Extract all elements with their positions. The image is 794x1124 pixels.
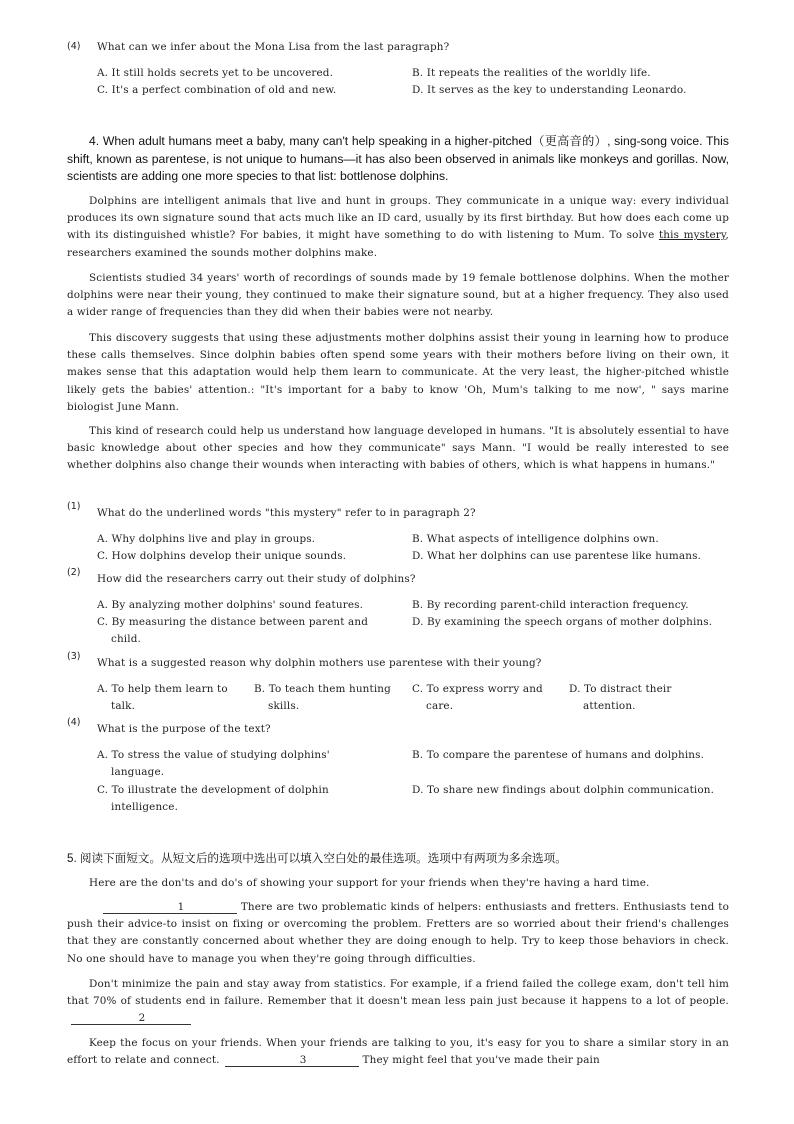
- option-text: A. To stress the value of studying dolphins': [97, 749, 330, 761]
- question-number: (4): [67, 717, 81, 728]
- question-stem: What can we infer about the Mona Lisa from the last paragraph?: [97, 41, 450, 53]
- option-d[interactable]: [569, 681, 672, 715]
- option-text-continued: care.: [426, 700, 454, 712]
- option-text: C. By measuring the distance between parent and: [97, 616, 368, 628]
- option-text: B. To teach them hunting: [254, 683, 391, 695]
- question-stem: What do the underlined words "this mystery" refer to in paragraph 2?: [97, 507, 476, 519]
- option-c[interactable]: [97, 614, 368, 648]
- option-text-continued: intelligence.: [111, 801, 179, 813]
- paragraph-text: Keep the focus on your friends. When your friends are talking to you, it's easy for you to share a similar story in an effort to relate and connect.: [67, 1037, 729, 1067]
- passage-4-paragraph-1: [67, 193, 729, 262]
- answer-blank-3[interactable]: 3: [225, 1054, 359, 1067]
- underlined-phrase: this mystery: [658, 229, 726, 242]
- passage-5-heading: 5. 阅读下面短文。从短文后的选项中选出可以填入空白处的最佳选项。选项中有两项为多余选项。: [67, 852, 567, 865]
- option-d[interactable]: D. What her dolphins can use parentese like humans.: [412, 550, 701, 562]
- passage-4-paragraph-4: This kind of research could help us understand how language developed in humans. "It is absolutely essential to have basic knowledge about other species and how they communicate" says Mann. "I would be really interested to see whether dolphins also change their wounds when interacting with babies of others, which is what happens in humans.": [67, 425, 729, 472]
- paragraph-text: There are two problematic kinds of helpers: enthusiasts and fretters. Enthusiasts tend to push their advice-to insist on fixing or overcoming the problem. Fretters are so worried about their friend's challenges that they are constantly concerned about whether they are doing enough to help. Try to keep those behaviors in check. No one should have to manage you when they're going through difficulties.: [67, 901, 729, 965]
- option-d[interactable]: D. By examining the speech organs of mother dolphins.: [412, 616, 713, 628]
- passage-5-paragraph-3: [67, 976, 729, 1028]
- option-b[interactable]: B. It repeats the realities of the worldly life.: [412, 67, 651, 79]
- passage-4-paragraph-2: Scientists studied 34 years' worth of recordings of sounds made by 19 female bottlenose dolphins. When the mother dolphins were near their young, they continued to make their signature sound, but at a higher frequency. They also used a wider range of frequencies than they did when their babies were not nearby.: [67, 272, 729, 319]
- question-number: (2): [67, 567, 81, 578]
- option-a[interactable]: A. Why dolphins live and play in groups.: [97, 533, 316, 545]
- option-c[interactable]: C. It's a perfect combination of old and new.: [97, 84, 337, 96]
- answer-blank-2[interactable]: 2: [71, 1012, 191, 1025]
- question-number: (1): [67, 501, 81, 512]
- paragraph-text: , researchers examined the sounds mother dolphins make.: [67, 229, 729, 259]
- passage-4-paragraph-3: This discovery suggests that using these adjustments mother dolphins assist their young in learning how to produce these calls themselves. Since dolphin babies often spend some years with their mothers before living on their own, it makes sense that this adaptation would help them learn to communicate. At the very least, the higher-pitched whistle likely gets the babies' attention.: "It's important for a baby to know 'Oh, Mum's talking to me now', " says marine biologist June Mann.: [67, 332, 729, 413]
- option-text: D. To distract their: [569, 683, 672, 695]
- option-text: C. To illustrate the development of dolphin: [97, 784, 329, 796]
- paragraph-text: They might feel that you've made their pain: [359, 1054, 600, 1067]
- option-text: C. To express worry and: [412, 683, 543, 695]
- passage-5-paragraph-4: [67, 1035, 729, 1069]
- passage-5-paragraph-1: Here are the don'ts and do's of showing your support for your friends when they're having a hard time.: [89, 877, 650, 889]
- option-text-continued: attention.: [583, 700, 636, 712]
- option-a[interactable]: [97, 681, 228, 715]
- option-b[interactable]: B. By recording parent-child interaction frequency.: [412, 599, 689, 611]
- option-c[interactable]: [97, 782, 329, 816]
- option-d[interactable]: D. To share new findings about dolphin communication.: [412, 784, 715, 796]
- option-b[interactable]: B. To compare the parentese of humans and dolphins.: [412, 749, 705, 761]
- option-a[interactable]: [97, 747, 330, 781]
- option-b[interactable]: [254, 681, 391, 715]
- question-stem: What is the purpose of the text?: [97, 723, 271, 735]
- option-d[interactable]: D. It serves as the key to understanding Leonardo.: [412, 84, 687, 96]
- option-c[interactable]: C. How dolphins develop their unique sounds.: [97, 550, 347, 562]
- answer-blank-1[interactable]: 1: [103, 901, 237, 914]
- passage-4-intro: 4. When adult humans meet a baby, many can't help speaking in a higher-pitched（更高音的）, sing-song voice. This shift, known as parentese, is not unique to humans—it has also been observed in animals like monkeys and gorillas. Now, scientists are adding one more species to that list: bottlenose dolphins.: [67, 134, 729, 183]
- option-a[interactable]: A. It still holds secrets yet to be uncovered.: [97, 67, 334, 79]
- paragraph-text: Don't minimize the pain and stay away from statistics. For example, if a friend failed the college exam, don't tell him that 70% of students end in failure. Remember that it doesn't mean less pain just because it happens to a lot of people.: [67, 978, 729, 1008]
- option-text-continued: skills.: [268, 700, 300, 712]
- question-number: (3): [67, 651, 81, 662]
- paragraph-text: Dolphins are intelligent animals that live and hunt in groups. They communicate in a unique way: every individual produces its own signature sound that acts much like an ID card, usually by its first birthday. But how does each come up with its distinguished whistle? For babies, it might have something to do with listening to Mum. To solve: [67, 195, 729, 242]
- option-a[interactable]: A. By analyzing mother dolphins' sound features.: [97, 599, 364, 611]
- question-stem: How did the researchers carry out their study of dolphins?: [97, 573, 416, 585]
- option-text-continued: language.: [111, 766, 165, 778]
- option-text-continued: child.: [111, 633, 142, 645]
- option-c[interactable]: [412, 681, 543, 715]
- option-b[interactable]: B. What aspects of intelligence dolphins own.: [412, 533, 659, 545]
- passage-5-paragraph-2: [67, 899, 729, 968]
- question-number: (4): [67, 41, 81, 52]
- option-text: A. To help them learn to: [97, 683, 228, 695]
- option-text-continued: talk.: [111, 700, 136, 712]
- question-stem: What is a suggested reason why dolphin mothers use parentese with their young?: [97, 657, 542, 669]
